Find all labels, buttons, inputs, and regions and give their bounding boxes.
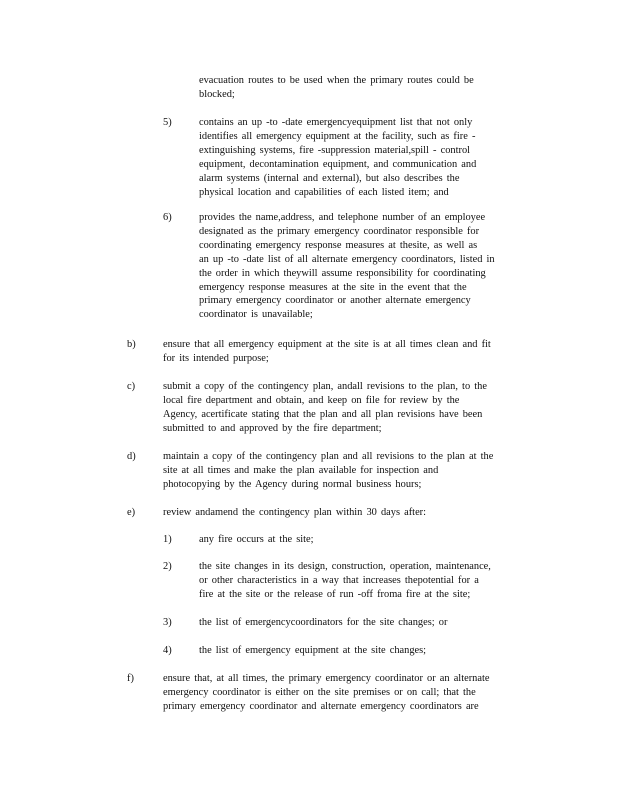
text-line: the site changes in its design, construction, operation, maintenance, bbox=[199, 561, 491, 572]
sub-e1-marker: 1) bbox=[163, 534, 172, 545]
text-line: ensure that all emergency equipment at the site is at all times clean and fit bbox=[163, 339, 491, 350]
text-line: emergency response measures at the site in the event that the bbox=[199, 281, 467, 293]
text-line: blocked; bbox=[199, 88, 235, 100]
text-line: the order in which theywill assume responsibility for coordinating bbox=[199, 267, 486, 279]
text-line: the list of emergency equipment at the site changes; bbox=[199, 645, 427, 656]
text-line: or other characteristics in a way that increases thepotential for a bbox=[199, 574, 479, 586]
sub-e4-text bbox=[199, 644, 426, 658]
text-line: coordinating emergency response measures at thesite, as well as bbox=[199, 239, 478, 251]
sub-item-5-text bbox=[199, 116, 476, 199]
text-line: extinguishing systems, fire -suppression material,spill - control bbox=[199, 144, 471, 156]
text-line: provides the name,address, and telephone number of an employee bbox=[199, 212, 486, 223]
text-line: local fire department and obtain, and keep on file for review by the bbox=[163, 394, 460, 406]
text-line: fire at the site or the release of run -off froma fire at the site; bbox=[199, 588, 471, 600]
text-line: primary emergency coordinator and alternate emergency coordinators are bbox=[163, 700, 479, 712]
sub-item-6-text bbox=[199, 211, 495, 322]
text-line: an up -to -date list of all alternate emergency coordinators, listed in bbox=[199, 253, 495, 265]
sub-item-6-marker: 6) bbox=[163, 212, 172, 223]
text-line: coordinator is unavailable; bbox=[199, 309, 313, 321]
text-line: submitted to and approved by the fire department; bbox=[163, 422, 382, 434]
item-f-marker: f) bbox=[127, 673, 134, 684]
text-line: physical location and capabilities of each listed item; and bbox=[199, 186, 449, 198]
text-line: evacuation routes to be used when the primary routes could be bbox=[199, 75, 474, 86]
text-line: identifies all emergency equipment at the facility, such as fire - bbox=[199, 130, 476, 142]
sub-e3-text bbox=[199, 616, 447, 630]
item-b-text bbox=[163, 338, 491, 366]
text-line: site at all times and make the plan available for inspection and bbox=[163, 464, 439, 476]
sub-item-5-marker: 5) bbox=[163, 117, 172, 128]
sub-e2-text bbox=[199, 560, 491, 602]
text-line: for its intended purpose; bbox=[163, 352, 269, 364]
text-line: emergency coordinator is either on the site premises or on call; that the bbox=[163, 686, 476, 698]
item-d-marker: d) bbox=[127, 451, 136, 462]
text-line: Agency, acertificate stating that the plan and all plan revisions have been bbox=[163, 408, 483, 420]
text-line: alarm systems (internal and external), but also describes the bbox=[199, 172, 460, 184]
text-line: primary emergency coordinator or another alternate emergency bbox=[199, 295, 471, 307]
sub-e2-marker: 2) bbox=[163, 561, 172, 572]
sub-e1-text bbox=[199, 533, 314, 547]
text-line: submit a copy of the contingency plan, andall revisions to the plan, to the bbox=[163, 381, 487, 392]
text-line: review andamend the contingency plan within 30 days after: bbox=[163, 507, 427, 518]
item-f-text bbox=[163, 672, 489, 714]
text-line: any fire occurs at the site; bbox=[199, 534, 314, 545]
item-c-text bbox=[163, 380, 487, 436]
intro-continuation-text bbox=[199, 74, 474, 102]
text-line: maintain a copy of the contingency plan and all revisions to the plan at the bbox=[163, 451, 494, 462]
item-b-marker: b) bbox=[127, 339, 136, 350]
text-line: designated as the primary emergency coordinator responsible for bbox=[199, 225, 480, 237]
item-e-marker: e) bbox=[127, 507, 136, 518]
item-e-text bbox=[163, 506, 426, 520]
sub-e4-marker: 4) bbox=[163, 645, 172, 656]
sub-e3-marker: 3) bbox=[163, 617, 172, 628]
text-line: equipment, decontamination equipment, and communication and bbox=[199, 158, 477, 170]
item-c-marker: c) bbox=[127, 381, 136, 392]
text-line: ensure that, at all times, the primary emergency coordinator or an alternate bbox=[163, 673, 490, 684]
item-d-text bbox=[163, 450, 493, 492]
text-line: photocopying by the Agency during normal business hours; bbox=[163, 478, 422, 490]
text-line: the list of emergencycoordinators for the site changes; or bbox=[199, 617, 448, 628]
text-line: contains an up -to -date emergencyequipment list that not only bbox=[199, 117, 473, 128]
